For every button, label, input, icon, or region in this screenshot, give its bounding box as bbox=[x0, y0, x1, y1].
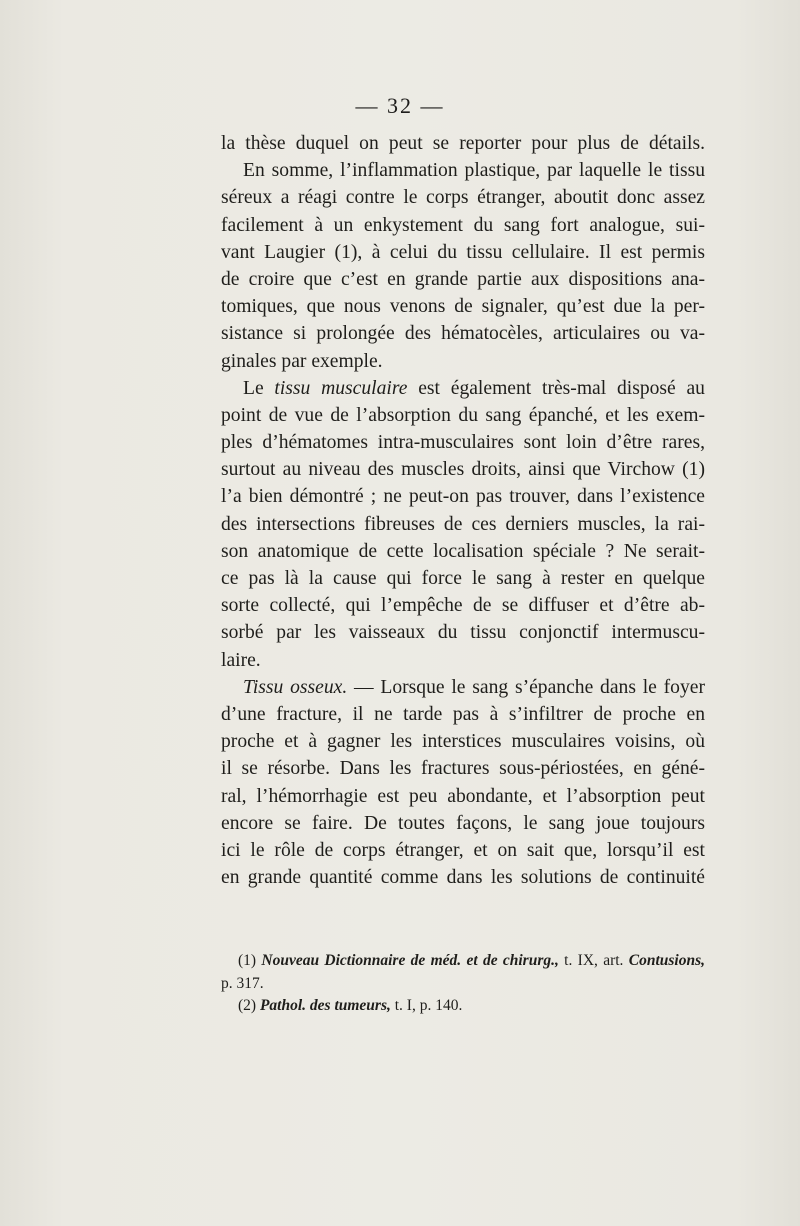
footnote-line: p. 317. bbox=[221, 974, 264, 992]
footnote-marker: (2) bbox=[238, 997, 260, 1014]
footnote-title: Contusions, bbox=[628, 952, 705, 969]
footnote-text: t. I, p. 140. bbox=[390, 997, 463, 1014]
text-line: proche et à gagner les interstices musculaires voisins, où bbox=[221, 731, 705, 753]
text-line: surtout au niveau des muscles droits, ainsi que Virchow (1) bbox=[221, 459, 705, 481]
text-line: En somme, l’inflammation plastique, par laquelle le tissu bbox=[243, 160, 705, 182]
footnote-title: Pathol. des tumeurs, bbox=[259, 997, 391, 1014]
italic-term: tissu musculaire bbox=[274, 377, 408, 399]
footnote-title: Nouveau Dictionnaire de méd. et de chirurg., bbox=[261, 952, 559, 969]
text-line bbox=[221, 674, 705, 701]
footnote-text: t. IX, art. bbox=[558, 952, 629, 969]
footnote-marker: (1) bbox=[238, 952, 262, 969]
text-run: est également très-mal disposé au bbox=[407, 377, 705, 399]
italic-term: Tissu osseux. bbox=[243, 676, 348, 698]
text-line: encore se faire. De toutes façons, le sang joue toujours bbox=[221, 812, 705, 834]
text-line: tomiques, que nous venons de signaler, qu’est due la per- bbox=[221, 296, 705, 318]
text-line: vant Laugier (1), à celui du tissu cellulaire. Il est permis bbox=[221, 241, 705, 263]
text-line: la thèse duquel on peut se reporter pour plus de détails. bbox=[221, 133, 705, 154]
text-line: sorbé par les vaisseaux du tissu conjonctif intermuscu- bbox=[221, 622, 705, 644]
text-line: d’une fracture, il ne tarde pas à s’infiltrer de proche en bbox=[221, 703, 705, 725]
text-line: ral, l’hémorrhagie est peu abondante, et l’absorption peut bbox=[221, 785, 705, 807]
text-line: ginales par exemple. bbox=[221, 350, 383, 372]
body-text bbox=[221, 130, 705, 891]
text-line bbox=[221, 375, 705, 402]
text-line: l’a bien démontré ; ne peut-on pas trouver, dans l’existence bbox=[221, 486, 705, 508]
page-number: — 32 — bbox=[355, 93, 445, 118]
text-run: — Lorsque le sang s’épanche dans le foyer bbox=[347, 676, 705, 698]
text-line: point de vue de l’absorption du sang épanché, et les exem- bbox=[221, 404, 705, 426]
footnotes bbox=[221, 950, 705, 1018]
footnote-line bbox=[221, 995, 705, 1018]
text-line: laire. bbox=[221, 649, 261, 671]
footnote-line bbox=[221, 950, 705, 973]
text-line: son anatomique de cette localisation spéciale ? Ne serait- bbox=[221, 540, 705, 562]
text-line: facilement à un enkystement du sang fort analogue, sui- bbox=[221, 214, 705, 236]
text-line: des intersections fibreuses de ces derniers muscles, la rai- bbox=[221, 513, 705, 535]
text-line: ce pas là la cause qui force le sang à rester en quelque bbox=[221, 568, 705, 589]
text-run: Le bbox=[243, 377, 275, 399]
text-line: sorte collecté, qui l’empêche de se diffuser et d’être ab- bbox=[221, 595, 705, 617]
text-line: il se résorbe. Dans les fractures sous-périostées, en géné- bbox=[221, 758, 705, 780]
text-line: séreux a réagi contre le corps étranger, aboutit donc assez bbox=[221, 187, 705, 209]
text-line: en grande quantité comme dans les solutions de continuité bbox=[221, 867, 705, 889]
text-line: ici le rôle de corps étranger, et on sait que, lorsqu’il est bbox=[221, 839, 705, 861]
text-line: de croire que c’est en grande partie aux dispositions ana- bbox=[221, 268, 705, 290]
text-line: sistance si prolongée des hématocèles, articulaires ou va- bbox=[221, 323, 705, 345]
text-line: ples d’hématomes intra-musculaires sont loin d’être rares, bbox=[221, 432, 705, 454]
